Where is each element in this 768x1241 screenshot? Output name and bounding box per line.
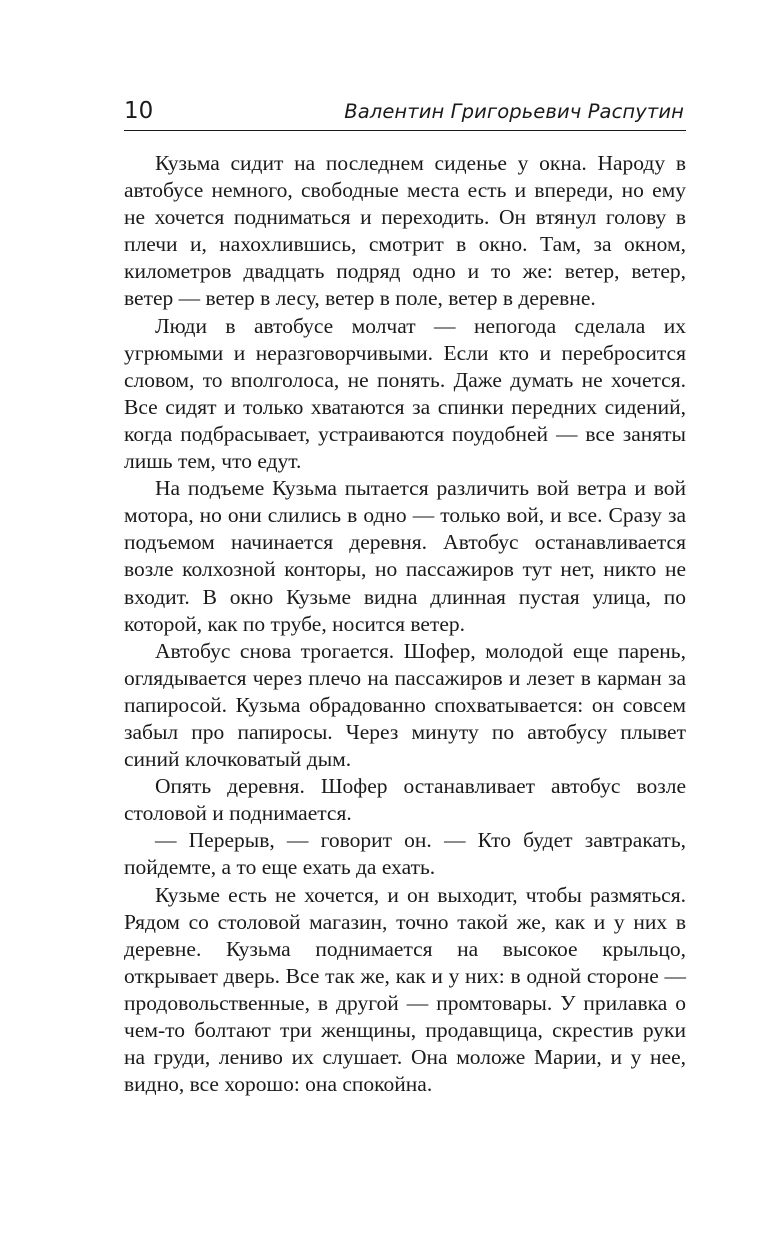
paragraph-5: Опять деревня. Шофер останавливает автобус возле столовой и поднимается. <box>124 774 686 826</box>
paragraph-6: — Перерыв, — говорит он. — Кто будет завтракать, пойдемте, а то еще ехать да ехать. <box>124 828 686 880</box>
book-author-header: Валентин Григорьевич Распутин <box>344 100 684 123</box>
paragraph-1: Кузьма сидит на последнем сиденье у окна. Народу в автобусе немного, свободные места есть и впереди, но ему не хочется подниматься и переходить. Он втянул голову в плечи и, нахохлившись, смотрит в окно. Там, за окном, километров двадцать подряд одно и то же: ветер, ветер, ветер — ветер в лесу, ветер в поле, ветер в деревне. <box>124 151 686 311</box>
paragraph-3: На подъеме Кузьма пытается различить вой ветра и вой мотора, но они слились в одно — только вой, и все. Сразу за подъемом начинается деревня. Автобус останавливается возле колхозной конторы, но пассажиров тут нет, никто не входит. В окно Кузьме видна длинная пустая улица, по которой, как по трубе, носится ветер. <box>124 476 686 636</box>
body-text <box>124 150 686 1098</box>
running-header <box>124 96 686 131</box>
paragraph-7: Кузьме есть не хочется, и он выходит, чтобы размяться. Рядом со столовой магазин, точно такой же, как и у них в деревне. Кузьма поднимается на высокое крыльцо, открывает дверь. Все так же, как и у них: в одной стороне — продовольственные, в другой — промтовары. У прилавка о чем-то болтают три женщины, продавщица, скрестив руки на груди, лениво их слушает. Она моложе Марии, и у нее, видно, все хорошо: она спокойна. <box>124 882 686 1097</box>
page-number: 10 <box>124 98 154 124</box>
paragraph-2: Люди в автобусе молчат — непогода сделала их угрюмыми и неразговорчивыми. Если кто и перебросится словом, то вполголоса, не понять. Даже думать не хочется. Все сидят и только хватаются за спинки передних сидений, когда подбрасывает, устраиваются поудобней — все заняты лишь тем, что едут. <box>124 313 686 474</box>
paragraph-4: Автобус снова трогается. Шофер, молодой еще парень, оглядывается через плечо на пассажиров и лезет в карман за папиросой. Кузьма обрадованно спохватывается: он совсем забыл про папиросы. Через минуту по автобусу плывет синий клочковатый дым. <box>124 638 686 772</box>
